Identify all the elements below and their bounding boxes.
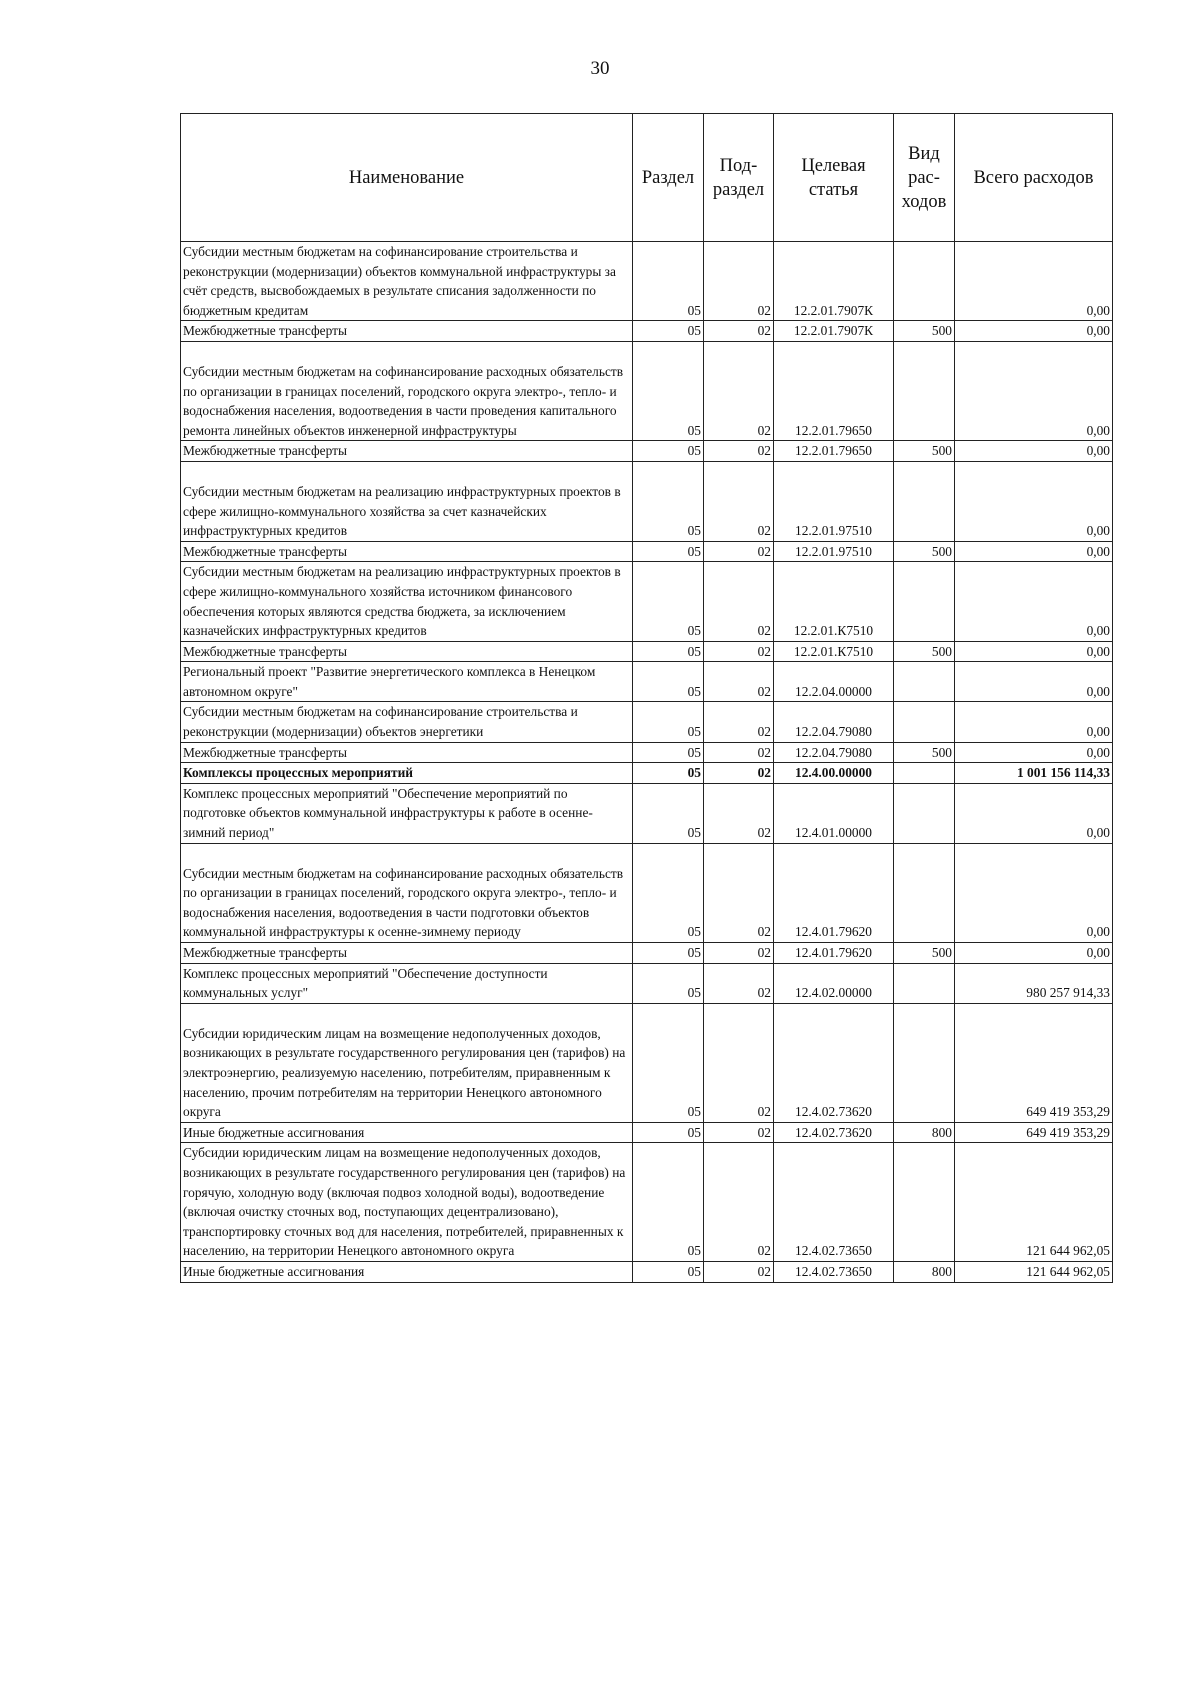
table-row xyxy=(181,562,1113,641)
table-row xyxy=(181,783,1113,843)
row-section-cell: 05 xyxy=(633,242,704,321)
header-total: Всего расходов xyxy=(955,114,1113,242)
row-subsection-cell: 02 xyxy=(704,562,774,641)
row-total-cell: 980 257 914,33 xyxy=(955,963,1113,1003)
table-header-row xyxy=(181,114,1113,242)
row-total-cell: 1 001 156 114,33 xyxy=(955,763,1113,784)
row-total-cell: 0,00 xyxy=(955,702,1113,742)
row-subsection-cell: 02 xyxy=(704,1003,774,1122)
table-body xyxy=(181,242,1113,1283)
row-total-cell: 0,00 xyxy=(955,843,1113,942)
row-subsection-cell: 02 xyxy=(704,662,774,702)
table-row xyxy=(181,1143,1113,1262)
row-subsection-cell: 02 xyxy=(704,783,774,843)
row-section-cell: 05 xyxy=(633,1003,704,1122)
row-target-cell: 12.4.02.00000 xyxy=(774,963,894,1003)
row-section-cell: 05 xyxy=(633,441,704,462)
row-target-cell: 12.2.04.79080 xyxy=(774,702,894,742)
row-target-cell: 12.2.01.7907К xyxy=(774,242,894,321)
table-row xyxy=(181,742,1113,763)
row-expense-type-cell: 800 xyxy=(894,1261,955,1282)
row-target-cell: 12.4.02.73620 xyxy=(774,1122,894,1143)
row-name-cell: Комплекс процессных мероприятий "Обеспечение доступности коммунальных услуг" xyxy=(181,963,633,1003)
row-expense-type-cell xyxy=(894,843,955,942)
row-target-cell: 12.4.01.79620 xyxy=(774,943,894,964)
row-section-cell: 05 xyxy=(633,783,704,843)
row-subsection-cell: 02 xyxy=(704,541,774,562)
row-expense-type-cell: 500 xyxy=(894,641,955,662)
row-total-cell: 0,00 xyxy=(955,321,1113,342)
row-subsection-cell: 02 xyxy=(704,943,774,964)
row-section-cell: 05 xyxy=(633,1122,704,1143)
row-target-cell: 12.2.01.К7510 xyxy=(774,641,894,662)
row-section-cell: 05 xyxy=(633,763,704,784)
row-subsection-cell: 02 xyxy=(704,702,774,742)
table-row xyxy=(181,441,1113,462)
table-row xyxy=(181,461,1113,541)
row-name-cell: Субсидии юридическим лицам на возмещение недополученных доходов, возникающих в результате государственного регулирования цен (тарифов) на электроэнергию, реализуемую населению, потребителям, приравненным к населению, прочим потребителям на территории Ненецкого автономного округа xyxy=(181,1003,633,1122)
row-subsection-cell: 02 xyxy=(704,742,774,763)
row-total-cell: 121 644 962,05 xyxy=(955,1261,1113,1282)
row-name-cell: Региональный проект "Развитие энергетического комплекса в Ненецком автономном округе" xyxy=(181,662,633,702)
table-row xyxy=(181,641,1113,662)
row-expense-type-cell xyxy=(894,341,955,440)
table-row xyxy=(181,1122,1113,1143)
row-target-cell: 12.4.00.00000 xyxy=(774,763,894,784)
row-name-cell: Иные бюджетные ассигнования xyxy=(181,1122,633,1143)
row-name-cell: Субсидии местным бюджетам на софинансирование строительства и реконструкции (модернизации) объектов энергетики xyxy=(181,702,633,742)
row-subsection-cell: 02 xyxy=(704,763,774,784)
row-expense-type-cell xyxy=(894,1143,955,1262)
row-section-cell: 05 xyxy=(633,541,704,562)
row-expense-type-cell xyxy=(894,1003,955,1122)
row-target-cell: 12.2.01.7907К xyxy=(774,321,894,342)
header-name: Наименование xyxy=(181,114,633,242)
row-subsection-cell: 02 xyxy=(704,843,774,942)
table-row xyxy=(181,662,1113,702)
row-subsection-cell: 02 xyxy=(704,641,774,662)
row-subsection-cell: 02 xyxy=(704,1261,774,1282)
row-name-cell: Субсидии местным бюджетам на софинансирование расходных обязательств по организации в границах поселений, городского округа электро-, тепло- и водоснабжения населения, водоотведения в части подготовки объектов коммунальной инфраструктуры к осенне-зимнему периоду xyxy=(181,843,633,942)
table-row xyxy=(181,1261,1113,1282)
row-name-cell: Межбюджетные трансферты xyxy=(181,541,633,562)
row-section-cell: 05 xyxy=(633,843,704,942)
row-expense-type-cell xyxy=(894,702,955,742)
row-total-cell: 0,00 xyxy=(955,441,1113,462)
row-section-cell: 05 xyxy=(633,461,704,541)
row-total-cell: 121 644 962,05 xyxy=(955,1143,1113,1262)
row-total-cell: 0,00 xyxy=(955,662,1113,702)
row-expense-type-cell xyxy=(894,963,955,1003)
row-name-cell: Субсидии местным бюджетам на реализацию инфраструктурных проектов в сфере жилищно-коммунального хозяйства за счет казначейских инфраструктурных кредитов xyxy=(181,461,633,541)
row-expense-type-cell: 500 xyxy=(894,943,955,964)
row-name-cell: Межбюджетные трансферты xyxy=(181,441,633,462)
row-total-cell: 0,00 xyxy=(955,641,1113,662)
row-section-cell: 05 xyxy=(633,341,704,440)
row-name-cell: Межбюджетные трансферты xyxy=(181,641,633,662)
row-total-cell: 0,00 xyxy=(955,783,1113,843)
row-total-cell: 0,00 xyxy=(955,943,1113,964)
row-section-cell: 05 xyxy=(633,1261,704,1282)
row-name-cell: Субсидии юридическим лицам на возмещение недополученных доходов, возникающих в результате государственного регулирования цен (тарифов) на горячую, холодную воду (включая подвоз холодной воды), водоотведение (включая очистку сточных вод, поступающих децентрализовано), транспортировку сточных вод для населения, потребителей, приравненных к населению, на территории Ненецкого автономного округа xyxy=(181,1143,633,1262)
row-target-cell: 12.2.04.00000 xyxy=(774,662,894,702)
row-expense-type-cell xyxy=(894,461,955,541)
row-expense-type-cell: 500 xyxy=(894,441,955,462)
row-expense-type-cell: 500 xyxy=(894,541,955,562)
row-target-cell: 12.4.02.73650 xyxy=(774,1143,894,1262)
row-target-cell: 12.4.02.73620 xyxy=(774,1003,894,1122)
row-section-cell: 05 xyxy=(633,321,704,342)
row-name-cell: Субсидии местным бюджетам на реализацию инфраструктурных проектов в сфере жилищно-коммунального хозяйства источником финансового обеспечения которых являются средства бюджета, за исключением казначейских инфраструктурных кредитов xyxy=(181,562,633,641)
row-name-cell: Комплексы процессных мероприятий xyxy=(181,763,633,784)
row-target-cell: 12.2.01.97510 xyxy=(774,461,894,541)
row-section-cell: 05 xyxy=(633,702,704,742)
row-expense-type-cell: 500 xyxy=(894,742,955,763)
row-subsection-cell: 02 xyxy=(704,441,774,462)
row-section-cell: 05 xyxy=(633,1143,704,1262)
row-name-cell: Комплекс процессных мероприятий "Обеспечение мероприятий по подготовке объектов коммунальной инфраструктуры к работе в осенне-зимний период" xyxy=(181,783,633,843)
row-expense-type-cell xyxy=(894,763,955,784)
row-total-cell: 0,00 xyxy=(955,341,1113,440)
row-section-cell: 05 xyxy=(633,943,704,964)
row-subsection-cell: 02 xyxy=(704,242,774,321)
row-subsection-cell: 02 xyxy=(704,1143,774,1262)
row-expense-type-cell xyxy=(894,562,955,641)
row-expense-type-cell: 500 xyxy=(894,321,955,342)
budget-table xyxy=(180,113,1113,1283)
table-row xyxy=(181,321,1113,342)
row-name-cell: Межбюджетные трансферты xyxy=(181,742,633,763)
table-row xyxy=(181,242,1113,321)
row-total-cell: 649 419 353,29 xyxy=(955,1003,1113,1122)
table-row xyxy=(181,541,1113,562)
row-expense-type-cell xyxy=(894,242,955,321)
table-row xyxy=(181,943,1113,964)
table-row xyxy=(181,843,1113,942)
row-expense-type-cell: 800 xyxy=(894,1122,955,1143)
row-subsection-cell: 02 xyxy=(704,341,774,440)
row-target-cell: 12.2.01.79650 xyxy=(774,341,894,440)
table-row xyxy=(181,702,1113,742)
header-section: Раздел xyxy=(633,114,704,242)
table-row xyxy=(181,963,1113,1003)
row-section-cell: 05 xyxy=(633,641,704,662)
table-row xyxy=(181,341,1113,440)
row-subsection-cell: 02 xyxy=(704,963,774,1003)
header-expense-type: Вид рас- ходов xyxy=(894,114,955,242)
row-total-cell: 0,00 xyxy=(955,242,1113,321)
row-subsection-cell: 02 xyxy=(704,461,774,541)
row-target-cell: 12.4.01.79620 xyxy=(774,843,894,942)
row-name-cell: Межбюджетные трансферты xyxy=(181,321,633,342)
row-section-cell: 05 xyxy=(633,742,704,763)
row-section-cell: 05 xyxy=(633,662,704,702)
row-name-cell: Межбюджетные трансферты xyxy=(181,943,633,964)
header-subsection: Под- раздел xyxy=(704,114,774,242)
row-name-cell: Иные бюджетные ассигнования xyxy=(181,1261,633,1282)
row-target-cell: 12.4.01.00000 xyxy=(774,783,894,843)
page-number: 30 xyxy=(590,58,610,79)
row-subsection-cell: 02 xyxy=(704,1122,774,1143)
row-expense-type-cell xyxy=(894,783,955,843)
row-name-cell: Субсидии местным бюджетам на софинансирование строительства и реконструкции (модернизации) объектов коммунальной инфраструктуры за счёт средств, высвобождаемых в результате списания задолженности по бюджетным кредитам xyxy=(181,242,633,321)
header-target: Целевая статья xyxy=(774,114,894,242)
table-row xyxy=(181,1003,1113,1122)
table-row xyxy=(181,763,1113,784)
row-total-cell: 0,00 xyxy=(955,541,1113,562)
row-total-cell: 0,00 xyxy=(955,742,1113,763)
row-total-cell: 649 419 353,29 xyxy=(955,1122,1113,1143)
row-target-cell: 12.2.01.К7510 xyxy=(774,562,894,641)
row-section-cell: 05 xyxy=(633,562,704,641)
row-total-cell: 0,00 xyxy=(955,562,1113,641)
row-target-cell: 12.2.04.79080 xyxy=(774,742,894,763)
row-name-cell: Субсидии местным бюджетам на софинансирование расходных обязательств по организации в границах поселений, городского округа электро-, тепло- и водоснабжения населения, водоотведения в части проведения капитального ремонта линейных объектов инженерной инфраструктуры xyxy=(181,341,633,440)
row-total-cell: 0,00 xyxy=(955,461,1113,541)
row-section-cell: 05 xyxy=(633,963,704,1003)
row-target-cell: 12.2.01.97510 xyxy=(774,541,894,562)
row-subsection-cell: 02 xyxy=(704,321,774,342)
row-target-cell: 12.2.01.79650 xyxy=(774,441,894,462)
row-target-cell: 12.4.02.73650 xyxy=(774,1261,894,1282)
row-expense-type-cell xyxy=(894,662,955,702)
